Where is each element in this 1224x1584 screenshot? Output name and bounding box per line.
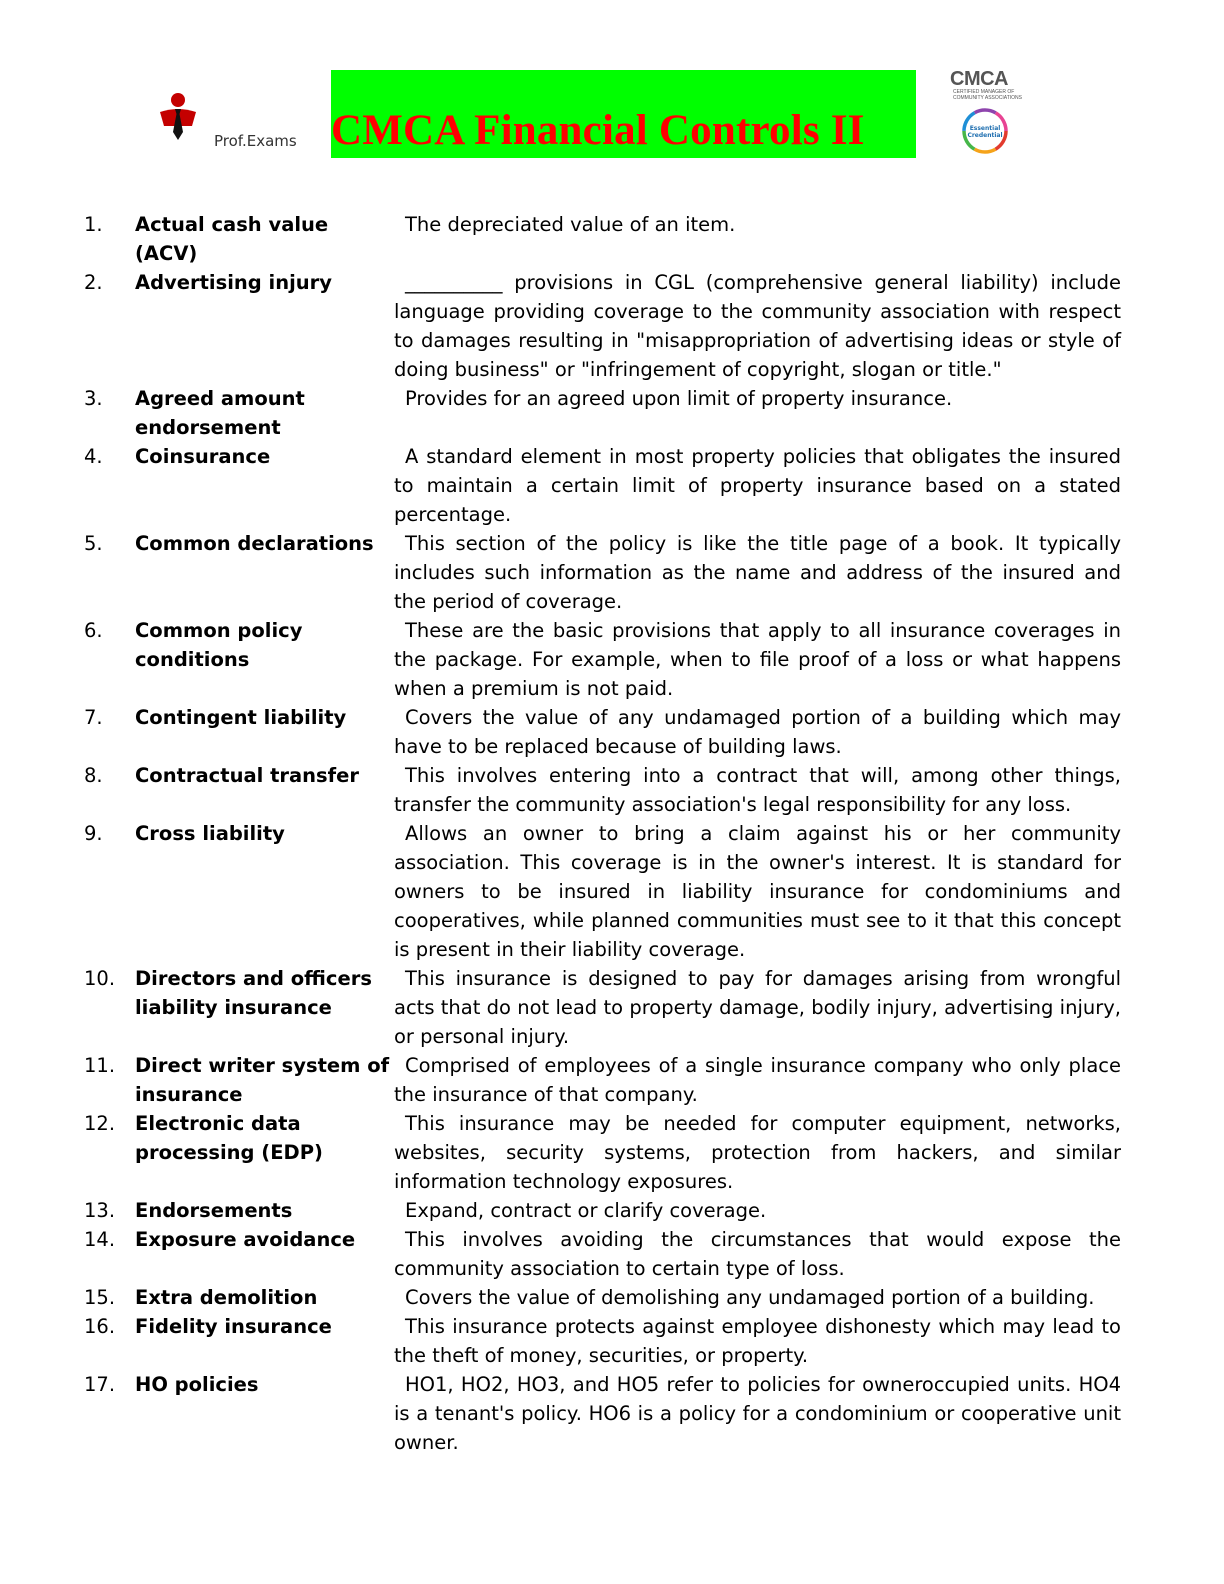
entry-number: 13.: [84, 1199, 116, 1222]
prof-exams-label: Prof.Exams: [214, 132, 297, 150]
entry-term: Common declarations: [135, 532, 374, 555]
entry-term: Advertising injury: [135, 271, 332, 294]
entry-number: 5.: [84, 532, 103, 555]
entry-number: 9.: [84, 822, 103, 845]
glossary-entry: [0, 761, 1224, 819]
glossary-entry: [0, 616, 1224, 703]
entry-term: Contractual transfer: [135, 764, 359, 787]
entry-definition: Expand, contract or clarify coverage.: [405, 1199, 767, 1222]
essential-credential-badge-icon: [960, 106, 1010, 156]
entry-definition: This insurance is designed to pay for damages arising from wrongful acts that do not lead to property damage, bodily injury, advertising injury, or personal injury.: [394, 967, 1121, 1048]
entry-number: 16.: [84, 1315, 116, 1338]
entry-definition: This involves entering into a contract that will, among other things, transfer the community association's legal responsibility for any loss.: [394, 764, 1121, 816]
entry-term: Fidelity insurance: [135, 1315, 332, 1338]
glossary-entry: [0, 1109, 1224, 1196]
entry-definition: This insurance may be needed for computer equipment, networks, websites, security systems, protection from hackers, and similar information technology exposures.: [394, 1112, 1121, 1193]
glossary-entry: [0, 1283, 1224, 1312]
glossary-entry: [0, 210, 1224, 268]
glossary-entry: [0, 268, 1224, 384]
entry-number: 8.: [84, 764, 103, 787]
entry-term: Actual cash value (ACV): [135, 213, 329, 265]
entry-definition: A standard element in most property policies that obligates the insured to maintain a certain limit of property insurance based on a stated percentage.: [394, 445, 1121, 526]
entry-term: Endorsements: [135, 1199, 293, 1222]
glossary-entry: [0, 1196, 1224, 1225]
entry-term: Direct writer system of insurance: [135, 1054, 390, 1106]
entry-definition: Covers the value of demolishing any undamaged portion of a building.: [405, 1286, 1095, 1309]
cmca-logo: [950, 68, 1030, 158]
entry-definition: Covers the value of any undamaged portion of a building which may have to be replaced because of building laws.: [394, 706, 1121, 758]
page-header: [0, 0, 1224, 180]
svg-text:Credential: Credential: [967, 132, 1003, 139]
entry-number: 11.: [84, 1054, 116, 1077]
entry-definition: The depreciated value of an item.: [405, 213, 736, 236]
entry-number: 17.: [84, 1373, 116, 1396]
entry-number: 15.: [84, 1286, 116, 1309]
entry-term: Directors and officers liability insurance: [135, 967, 372, 1019]
entry-term: Agreed amount endorsement: [135, 387, 305, 439]
entry-definition: These are the basic provisions that apply to all insurance coverages in the package. For example, when to file proof of a loss or what happens when a premium is not paid.: [394, 619, 1121, 700]
entry-number: 6.: [84, 619, 103, 642]
glossary-list: [0, 210, 1224, 1457]
entry-number: 12.: [84, 1112, 116, 1135]
entry-definition: Provides for an agreed upon limit of property insurance.: [405, 387, 953, 410]
glossary-entry: [0, 703, 1224, 761]
glossary-entry: [0, 964, 1224, 1051]
glossary-entry: [0, 442, 1224, 529]
entry-term: Extra demolition: [135, 1286, 318, 1309]
entry-number: 14.: [84, 1228, 116, 1251]
glossary-entry: [0, 1225, 1224, 1283]
cmca-logo-caption: CERTIFIED MANAGER OF COMMUNITY ASSOCIATIONS: [953, 89, 1022, 101]
entry-definition: HO1, HO2, HO3, and HO5 refer to policies for owneroccupied units. HO4 is a tenant's policy. HO6 is a policy for a condominium or cooperative unit owner.: [394, 1373, 1121, 1454]
entry-number: 4.: [84, 445, 103, 468]
glossary-entry: [0, 529, 1224, 616]
entry-term: Common policy conditions: [135, 619, 303, 671]
entry-term: Contingent liability: [135, 706, 347, 729]
businessman-icon: [156, 92, 200, 142]
entry-definition: Allows an owner to bring a claim against his or her community association. This coverage is in the owner's interest. It is standard for owners to be insured in liability insurance for condominiums and cooperatives, while planned communities must see to it that this concept is present in their liability coverage.: [394, 822, 1121, 961]
entry-definition: This involves avoiding the circumstances that would expose the community association to certain type of loss.: [394, 1228, 1121, 1280]
entry-number: 1.: [84, 213, 103, 236]
entry-number: 7.: [84, 706, 103, 729]
svg-text:Essential: Essential: [969, 125, 1001, 132]
entry-number: 10.: [84, 967, 116, 990]
glossary-entry: [0, 819, 1224, 964]
glossary-entry: [0, 1051, 1224, 1109]
glossary-entry: [0, 1312, 1224, 1370]
entry-number: 3.: [84, 387, 103, 410]
glossary-entry: [0, 1370, 1224, 1457]
entry-term: Cross liability: [135, 822, 285, 845]
page-title: CMCA Financial Controls II: [331, 107, 865, 154]
entry-term: Coinsurance: [135, 445, 271, 468]
entry-definition: This section of the policy is like the title page of a book. It typically includes such information as the name and address of the insured and the period of coverage.: [394, 532, 1121, 613]
glossary-entry: [0, 384, 1224, 442]
prof-exams-logo: [152, 92, 312, 162]
entry-number: 2.: [84, 271, 103, 294]
entry-definition: __________ provisions in CGL (comprehensive general liability) include language providing coverage to the community association with respect to damages resulting in "misappropriation of advertising ideas or style of doing business" or "infringement of copyright, slogan or title.": [394, 271, 1121, 381]
cmca-logo-word: CMCA: [950, 68, 1008, 90]
entry-term: HO policies: [135, 1373, 259, 1396]
entry-definition: Comprised of employees of a single insurance company who only place the insurance of that company.: [394, 1054, 1121, 1106]
entry-definition: This insurance protects against employee dishonesty which may lead to the theft of money, securities, or property.: [394, 1315, 1121, 1367]
entry-term: Exposure avoidance: [135, 1228, 356, 1251]
entry-term: Electronic data processing (EDP): [135, 1112, 323, 1164]
title-banner: [331, 70, 916, 158]
